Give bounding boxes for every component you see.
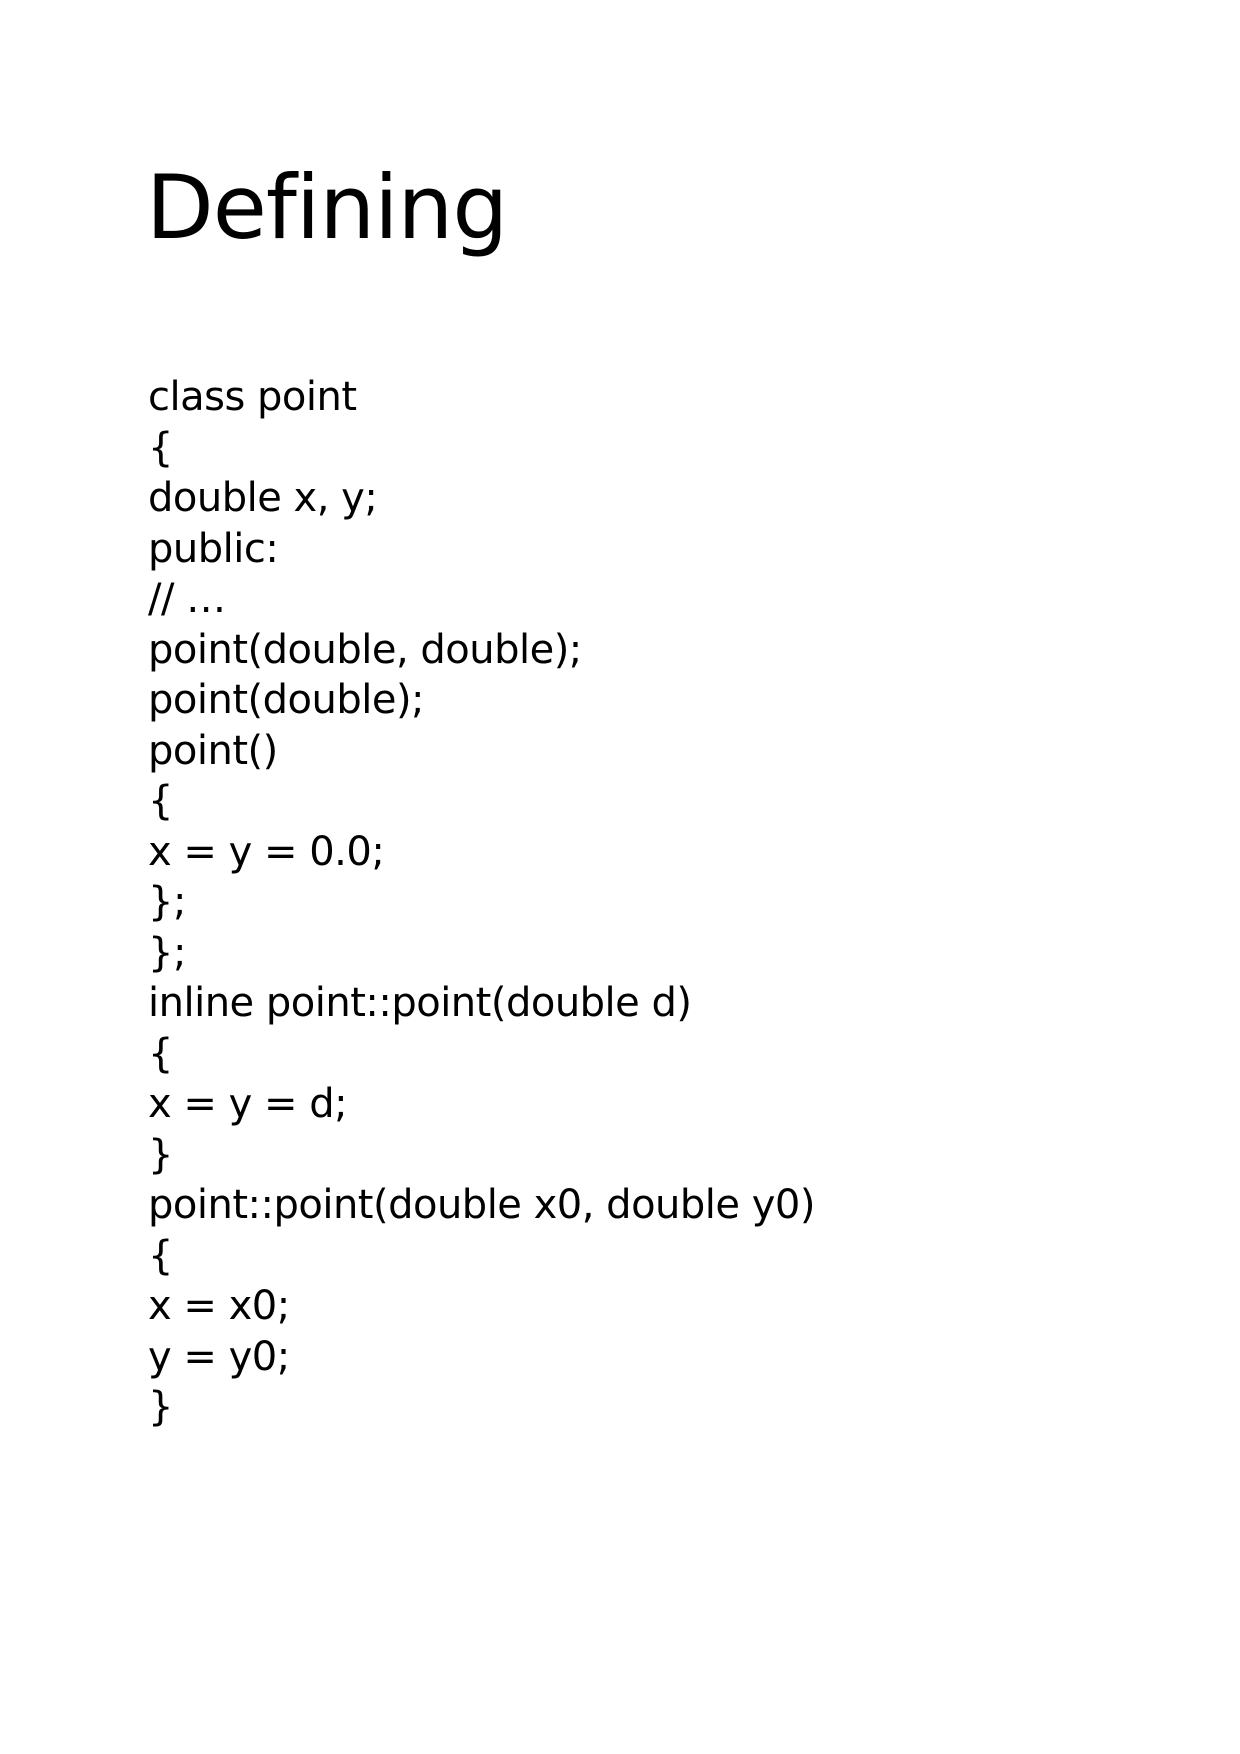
code-line: double x, y;: [148, 475, 378, 521]
code-line: point(double);: [148, 677, 425, 723]
page-title: Defining: [146, 156, 508, 259]
code-line: };: [148, 929, 186, 976]
code-line: // …: [148, 576, 226, 622]
code-line: point(): [148, 727, 278, 774]
code-line: x = y = 0.0;: [148, 828, 385, 875]
code-line: y = y0;: [148, 1333, 290, 1380]
code-line: inline point::point(double d): [148, 980, 692, 1026]
code-line: {: [148, 1232, 173, 1279]
code-line: }: [148, 1384, 173, 1430]
code-line: point(double, double);: [148, 626, 582, 673]
code-line: point::point(double x0, double y0): [148, 1182, 815, 1228]
code-line: x = x0;: [148, 1283, 290, 1329]
code-line: };: [148, 879, 186, 925]
code-block: [148, 372, 1128, 1433]
code-line: public:: [148, 525, 279, 572]
code-line: {: [148, 1030, 173, 1077]
code-line: x = y = d;: [148, 1081, 348, 1127]
code-line: class point: [148, 374, 357, 420]
code-line: {: [148, 778, 173, 824]
code-line: }: [148, 1131, 173, 1178]
code-line: {: [148, 424, 173, 471]
